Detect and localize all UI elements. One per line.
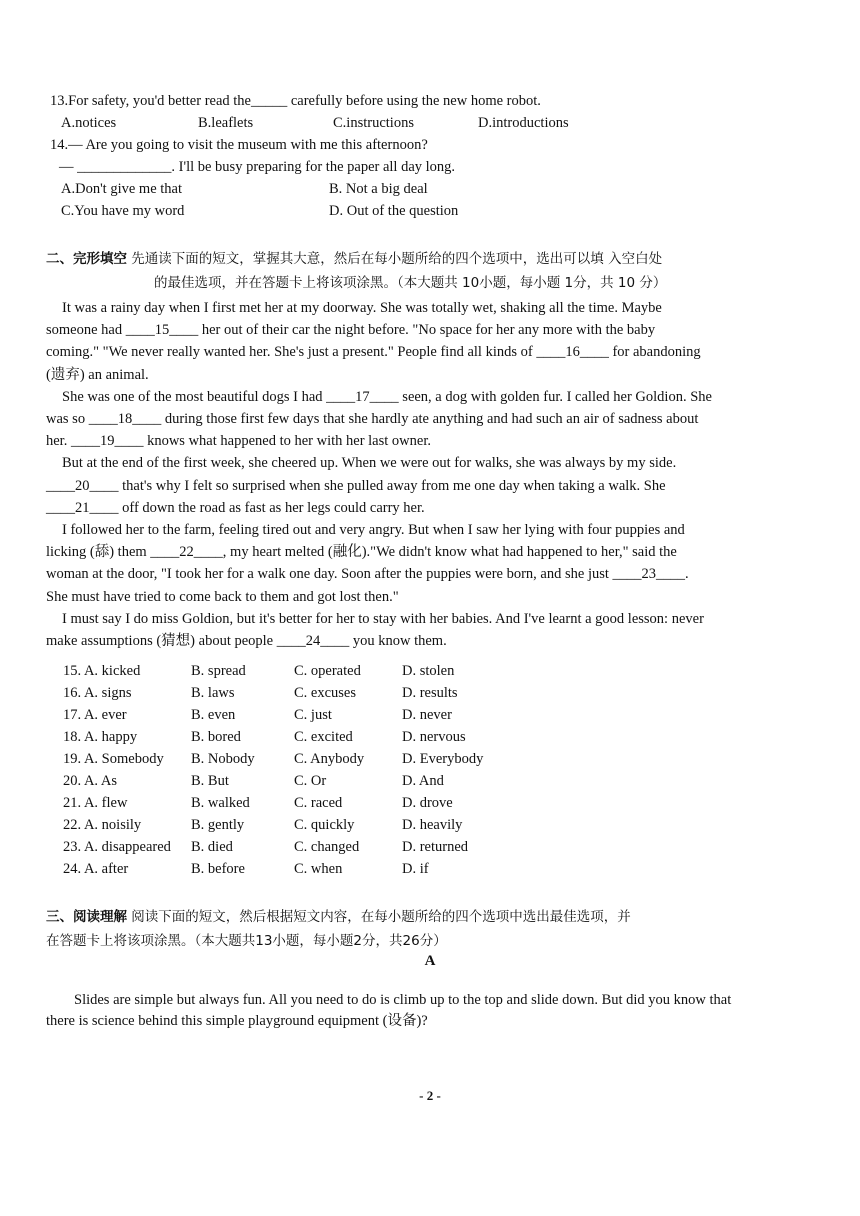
option-a: 22. A. noisily [63, 817, 142, 833]
option-a: A.Don't give me that [61, 181, 183, 197]
option-a: 17. A. ever [63, 707, 127, 723]
passage-line: But at the end of the first week, she cheered up. When we were out for walks, she was always by my side. [62, 455, 677, 472]
section-3-instructions: 阅读下面的短文，然后根据短文内容，在每小题所给的四个选项中选出最佳选项，并 [131, 909, 631, 925]
option-row [63, 704, 483, 726]
passage-line: I must say I do miss Goldion, but it's better for her to stay with her babies. And I've learnt a good lesson: never [62, 610, 704, 627]
option-a: 20. A. As [63, 773, 117, 789]
option-a: 24. A. after [63, 861, 129, 877]
section-3-instructions-cont: 在答题卡上将该项涂黑。（本大题共13小题，每小题2分，共26分） [46, 933, 447, 949]
question-14 [50, 134, 830, 222]
option-c: C. quickly [294, 817, 355, 833]
cloze-passage [46, 297, 726, 652]
passage-line: (遗弃) an animal. [46, 366, 149, 383]
passage-line: coming." "We never really wanted her. She's just a present." People find all kinds of ____16____ for abandoning [46, 344, 701, 361]
reading-part-label: A [424, 953, 436, 969]
passage-line: someone had ____15____ her out of their car the night before. "No space for her any more with the baby [46, 322, 656, 339]
passage-line: ____21____ off down the road as fast as her legs could carry her. [46, 499, 425, 516]
option-b: B. gently [191, 817, 245, 833]
option-b: B. Nobody [191, 751, 255, 767]
option-c: C. when [294, 861, 343, 877]
option-b: B. walked [191, 795, 250, 811]
option-d: D. if [402, 861, 429, 877]
option-c: C.instructions [333, 115, 414, 131]
option-a: 23. A. disappeared [63, 839, 171, 855]
question-13-stem: 13.For safety, you'd better read the_____ carefully before using the new home robot. [50, 93, 541, 109]
passage-line: She must have tried to come back to them and got lost then." [46, 588, 399, 605]
option-b: B. spread [191, 663, 246, 679]
option-d: D. returned [402, 839, 469, 855]
option-d: D. nervous [402, 729, 466, 745]
question-14-options-row2 [50, 200, 830, 222]
passage-line: her. ____19____ knows what happened to her with her last owner. [46, 433, 431, 450]
option-a: 18. A. happy [63, 729, 138, 745]
option-b: B. But [191, 773, 229, 789]
option-b: B. even [191, 707, 236, 723]
option-row [63, 770, 483, 792]
option-row [63, 814, 483, 836]
option-c: C.You have my word [61, 203, 185, 219]
question-13 [50, 90, 830, 134]
passage-line: It was a rainy day when I first met her at my doorway. She was totally wet, shaking all the time. Maybe [62, 300, 662, 316]
option-b: B. laws [191, 685, 235, 701]
passage-line: make assumptions (猜想) about people ____24____ you know them. [46, 633, 447, 650]
option-d: D. heavily [402, 817, 463, 833]
option-c: C. operated [294, 663, 361, 679]
option-c: C. changed [294, 839, 360, 855]
option-b: B. died [191, 839, 233, 855]
section-2-header [46, 247, 826, 295]
option-row [63, 858, 483, 880]
option-d: D. never [402, 707, 452, 723]
option-a: 19. A. Somebody [63, 751, 164, 767]
passage-line: licking (舔) them ____22____, my heart melted (融化)."We didn't know what had happened to her," said the [46, 544, 677, 561]
reading-passage-a: Slides are simple but always fun. All you need to do is climb up to the top and slide down. But did you know that there is science behind this simple playground equipment (设备)? [46, 992, 732, 1029]
section-2-instructions-cont: 的最佳选项，并在答题卡上将该项涂黑。（本大题共 10小题，每小题 1分，共 10 分） [154, 275, 667, 291]
option-d: D.introductions [478, 115, 569, 131]
section-3-title: 三、阅读理解 [46, 909, 127, 925]
option-d: D. And [402, 773, 444, 789]
passage-line: I followed her to the farm, feeling tired out and very angry. But when I saw her lying with four puppies and [62, 522, 685, 539]
option-row [63, 792, 483, 814]
option-d: D. results [402, 685, 458, 701]
option-c: C. just [294, 707, 332, 723]
page-number: - 2 - [419, 1088, 441, 1103]
section-2-title: 二、完形填空 [46, 251, 127, 267]
option-a: 16. A. signs [63, 685, 132, 701]
option-row [63, 726, 483, 748]
question-14-options-row1 [50, 178, 830, 200]
section-3-header [46, 905, 826, 953]
option-d: D. drove [402, 795, 453, 811]
option-row [63, 660, 483, 682]
option-b: B.leaflets [198, 115, 254, 131]
option-b: B. Not a big deal [329, 181, 428, 197]
option-a: 15. A. kicked [63, 663, 141, 679]
option-a: 21. A. flew [63, 795, 128, 811]
option-c: C. raced [294, 795, 343, 811]
option-c: C. excited [294, 729, 353, 745]
question-14-response: — _____________. I'll be busy preparing for the paper all day long. [59, 159, 456, 175]
option-c: C. Anybody [294, 751, 365, 767]
passage-line: ____20____ that's why I felt so surprised when she pulled away from me one day when taking a walk. She [46, 477, 666, 494]
question-14-stem: 14.— Are you going to visit the museum with me this afternoon? [50, 137, 428, 153]
option-row [63, 836, 483, 858]
option-a: A.notices [61, 115, 117, 131]
option-row [63, 748, 483, 770]
section-2-instructions: 先通读下面的短文，掌握其大意，然后在每小题所给的四个选项中，选出可以填 入空白处 [131, 251, 663, 267]
cloze-options [63, 660, 483, 880]
passage-line: was so ____18____ during those first few days that she hardly ate anything and had such an air of sadness about [46, 411, 699, 428]
option-d: D. stolen [402, 663, 455, 679]
passage-line: She was one of the most beautiful dogs I had ____17____ seen, a dog with golden fur. I called her Goldion. She [62, 388, 712, 405]
option-b: B. before [191, 861, 245, 877]
option-d: D. Out of the question [329, 203, 459, 219]
option-c: C. excuses [294, 685, 357, 701]
option-c: C. Or [294, 773, 327, 789]
question-13-options [50, 112, 830, 134]
option-d: D. Everybody [402, 751, 484, 767]
passage-line: woman at the door, "I took her for a walk one day. Soon after the puppies were born, and she just ____23____. [46, 566, 689, 583]
option-row [63, 682, 483, 704]
option-b: B. bored [191, 729, 241, 745]
